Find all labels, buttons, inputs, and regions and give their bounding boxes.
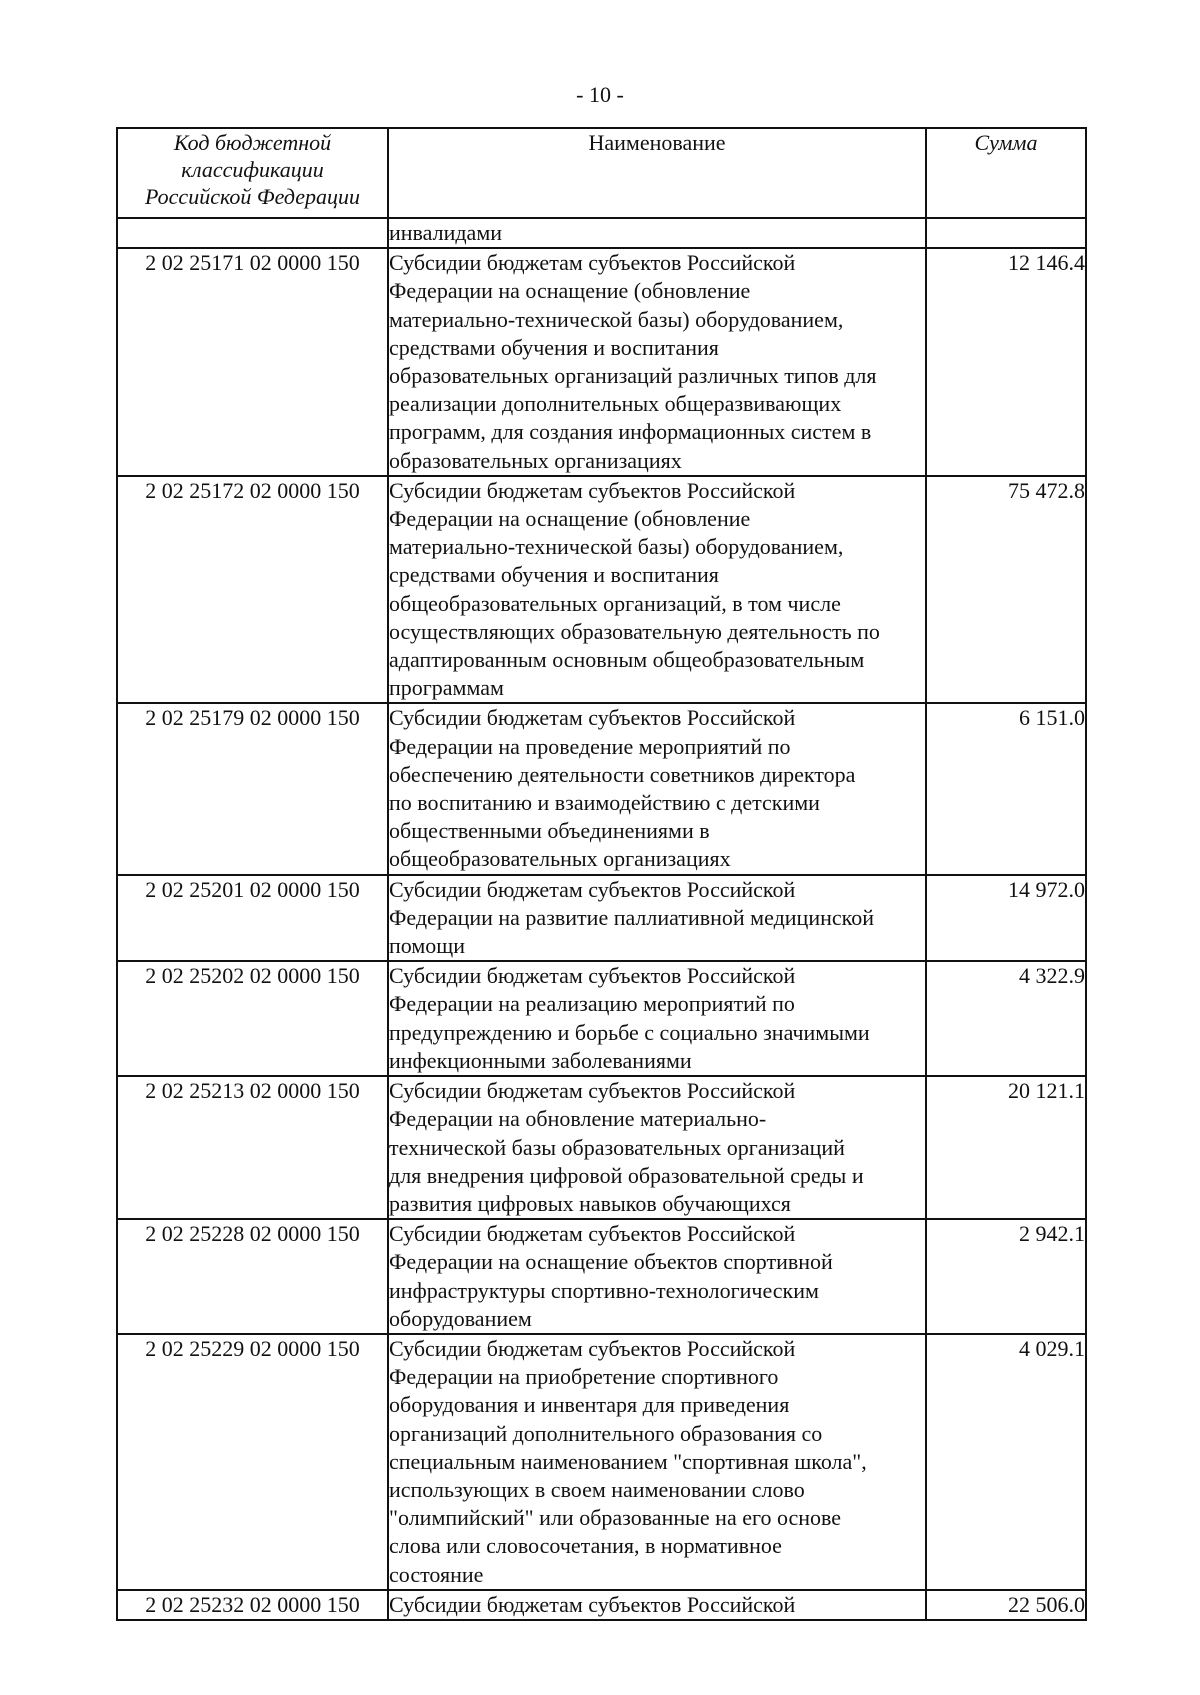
budget-code-cell: 2 02 25179 02 0000 150 [117,703,388,874]
name-line: Федерации на оснащение (обновление [389,506,751,532]
name-line: Федерации на оснащение объектов спортивной [389,1249,833,1275]
name-line: инвалидами [389,220,503,245]
sum-cell: 2 942.1 [926,1219,1086,1334]
name-line: программ, для создания информационных систем в [389,419,872,445]
name-line: оборудованием [389,1305,532,1331]
name-line: слова или словосочетания, в нормативное [389,1533,782,1559]
name-cell [388,875,926,962]
name-cell [388,476,926,704]
budget-code-cell: 2 02 25202 02 0000 150 [117,961,388,1076]
sum-cell: 14 972.0 [926,875,1086,962]
name-line: образовательных организаций различных типов для [389,363,877,389]
header-code: Код бюджетной классификации Российской Федерации [117,128,388,218]
name-line: общественными объединениями в [389,818,710,844]
name-line: помощи [389,933,465,959]
sum-cell: 6 151.0 [926,703,1086,874]
table-row [117,875,1086,962]
name-cell [388,703,926,874]
budget-code-cell: 2 02 25229 02 0000 150 [117,1334,388,1590]
name-line: Федерации на обновление материально- [389,1106,767,1132]
sum-cell: 4 029.1 [926,1334,1086,1590]
name-line: Федерации на приобретение спортивного [389,1364,779,1390]
name-line: специальным наименованием "спортивная школа", [389,1448,867,1474]
name-line: Федерации на реализацию мероприятий по [389,991,795,1017]
budget-code-cell: 2 02 25171 02 0000 150 [117,248,388,476]
name-line: общеобразовательных организациях [389,846,731,872]
name-line: Субсидии бюджетам субъектов Российской [389,1591,796,1617]
name-line: Субсидии бюджетам субъектов Российской [389,1078,796,1104]
name-cell [388,248,926,476]
table-row [117,248,1086,476]
name-line: использующих в своем наименовании слово [389,1476,805,1502]
budget-code-cell [117,218,388,248]
name-line: адаптированным основным общеобразовательным [389,647,865,673]
name-line: Федерации на оснащение (обновление [389,278,751,304]
name-line: общеобразовательных организаций, в том числе [389,590,841,616]
name-line: осуществляющих образовательную деятельность по [389,618,880,644]
name-line: образовательных организациях [389,447,682,473]
name-line: инфраструктуры спортивно-технологическим [389,1277,819,1303]
name-line: обеспечению деятельности советников директора [389,761,856,787]
name-line: состояние [389,1561,484,1587]
name-line: Субсидии бюджетам субъектов Российской [389,1221,796,1247]
sum-cell: 4 322.9 [926,961,1086,1076]
budget-table [116,127,1087,1621]
name-line: Субсидии бюджетам субъектов Российской [389,876,796,902]
table-row [117,961,1086,1076]
name-line: инфекционными заболеваниями [389,1047,692,1073]
table-row [117,476,1086,704]
name-line: для внедрения цифровой образовательной среды и [389,1162,864,1188]
name-line: технической базы образовательных организаций [389,1134,845,1160]
name-line: Федерации на развитие паллиативной медицинской [389,904,874,930]
name-line: по воспитанию и взаимодействию с детскими [389,790,820,816]
name-line: Федерации на проведение мероприятий по [389,733,791,759]
name-line: Субсидии бюджетам субъектов Российской [389,963,796,989]
page-number: - 10 - [576,82,624,107]
budget-code-cell: 2 02 25201 02 0000 150 [117,875,388,962]
budget-code-cell: 2 02 25232 02 0000 150 [117,1590,388,1620]
name-line: реализации дополнительных общеразвивающих [389,391,842,417]
sum-cell [926,218,1086,248]
name-line: оборудования и инвентаря для приведения [389,1392,790,1418]
name-line: средствами обучения и воспитания [389,334,719,360]
name-line: "олимпийский" или образованные на его основе [389,1505,842,1531]
table-row [117,1334,1086,1590]
table-row [117,1590,1086,1620]
name-cell [388,961,926,1076]
name-cell [388,1590,926,1620]
header-name: Наименование [388,128,926,218]
name-cell [388,1076,926,1219]
sum-cell: 12 146.4 [926,248,1086,476]
sum-cell: 22 506.0 [926,1590,1086,1620]
table-row [117,703,1086,874]
name-line: Субсидии бюджетам субъектов Российской [389,250,796,276]
name-cell [388,1334,926,1590]
name-line: предупреждению и борьбе с социально значимыми [389,1019,870,1045]
name-cell [388,1219,926,1334]
table-header-row [117,128,1086,218]
budget-code-cell: 2 02 25213 02 0000 150 [117,1076,388,1219]
budget-code-cell: 2 02 25172 02 0000 150 [117,476,388,704]
name-line: программам [389,675,504,701]
name-line: материально-технической базы) оборудованием, [389,534,844,560]
budget-code-cell: 2 02 25228 02 0000 150 [117,1219,388,1334]
table-row [117,218,1086,248]
name-line: материально-технической базы) оборудованием, [389,306,844,332]
table-row [117,1219,1086,1334]
sum-cell: 75 472.8 [926,476,1086,704]
header-sum: Сумма [926,128,1086,218]
name-line: Субсидии бюджетам субъектов Российской [389,477,796,503]
name-line: Субсидии бюджетам субъектов Российской [389,705,796,731]
name-line: развития цифровых навыков обучающихся [389,1190,791,1216]
name-line: средствами обучения и воспитания [389,562,719,588]
sum-cell: 20 121.1 [926,1076,1086,1219]
name-line: организаций дополнительного образования со [389,1420,823,1446]
table-row [117,1076,1086,1219]
name-cell [388,218,926,248]
name-line: Субсидии бюджетам субъектов Российской [389,1335,796,1361]
